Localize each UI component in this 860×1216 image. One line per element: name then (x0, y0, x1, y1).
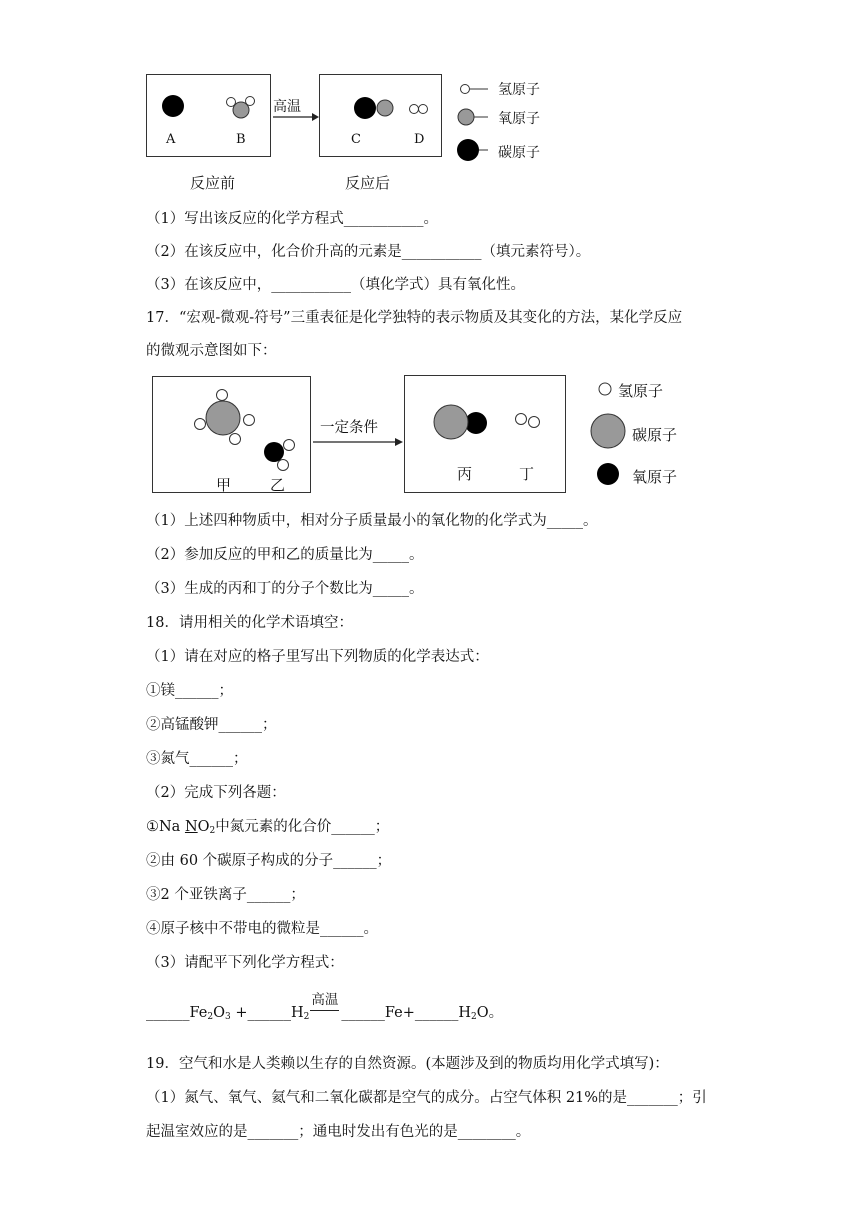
carbon-atom-bing (434, 405, 468, 439)
q18-equation (146, 992, 504, 1027)
carbon-atom-a (162, 95, 184, 117)
reaction-arrow-2 (312, 437, 404, 447)
h2o-o: O。 (476, 1005, 504, 1021)
hydrogen-atom-b2 (246, 97, 255, 106)
hydrogen-atom-jia1 (217, 390, 228, 401)
fe2o3-sub2: 3 (224, 1012, 231, 1022)
h2o-sub: 2 (471, 1012, 477, 1022)
nano2-question: 中氮元素的化合价______； (215, 819, 390, 835)
hydrogen-atom-jia4 (230, 434, 241, 445)
label-yi: 乙 (270, 476, 286, 494)
oxygen-atom-c (377, 100, 393, 116)
q18-part3-prompt: （3）请配平下列化学方程式： (146, 955, 344, 971)
hydrogen-legend-icon-2 (599, 383, 611, 395)
carbon-legend-icon (457, 139, 479, 161)
h2-h: H (290, 1005, 304, 1021)
fe2o3-o: O (213, 1005, 225, 1021)
oxygen-legend-icon (458, 109, 474, 125)
arrow-label-condition: 一定条件 (320, 420, 378, 436)
product-molecules-2 (404, 375, 566, 493)
label-jia: 甲 (216, 476, 232, 494)
carbon-atom-c (354, 97, 376, 119)
carbon-atom-jia (206, 401, 240, 435)
q18-nitrogen: ③氮气______； (146, 751, 248, 767)
q19-title: 19．空气和水是人类赖以生存的自然资源。(本题涉及到的物质均用化学式填写)： (146, 1056, 669, 1072)
formula-na: ①Na (146, 819, 181, 835)
q18-c60: ②由 60 个碳原子构成的分子______； (146, 853, 392, 869)
formula-o: O (197, 819, 210, 835)
hydrogen-atom-yi2 (278, 460, 289, 471)
formula-n-underlined: N (184, 819, 198, 835)
reaction-arrow (272, 112, 320, 122)
legend-hydrogen-label: 氢原子 (498, 82, 540, 98)
q18-part1-prompt: （1）请在对应的格子里写出下列物质的化学表达式： (146, 649, 489, 665)
q16-part1: （1）写出该反应的化学方程式___________。 (146, 211, 438, 227)
hydrogen-atom-jia3 (244, 415, 255, 426)
hydrogen-atom-ding1 (516, 414, 527, 425)
arrow-label-high-temp: 高温 (273, 99, 301, 115)
q19-part1-line1: （1）氮气、氧气、氦气和二氧化碳都是空气的成分。占空气体积 21%的是_______；引 (146, 1090, 707, 1106)
hydrogen-atom-d2 (419, 105, 428, 114)
legend-oxygen-label: 氧原子 (498, 111, 540, 127)
reactant-molecules-2 (152, 376, 311, 493)
fe2o3-fe: Fe (189, 1005, 208, 1021)
q18-title: 18．请用相关的化学术语填空： (146, 615, 353, 631)
blank-3: ______ (341, 1005, 385, 1021)
q16-part3: （3）在该反应中，___________（填化学式）具有氧化性。 (146, 277, 525, 293)
q17-intro-line1: 17．“宏观-微观-符号”三重表征是化学独特的表示物质及其变化的方法，某化学反应 (146, 310, 683, 326)
blank-1: ______ (146, 1005, 190, 1021)
blank-2: ______ (247, 1005, 291, 1021)
q17-part3: （3）生成的丙和丁的分子个数比为_____。 (146, 581, 424, 597)
legend-carbon-label-2: 碳原子 (632, 426, 678, 444)
equation-condition (309, 992, 341, 1023)
q18-potassium-permanganate: ②高锰酸钾______； (146, 717, 277, 733)
hydrogen-atom-b1 (227, 98, 236, 107)
hydrogen-atom-d1 (410, 105, 419, 114)
condition-line (310, 1010, 339, 1011)
q16-part2: （2）在该反应中，化合价升高的元素是___________（填元素符号）。 (146, 244, 591, 260)
fe-product: Fe+ (384, 1005, 415, 1021)
label-bing: 丙 (457, 465, 473, 483)
condition-high-temp: 高温 (311, 992, 339, 1008)
label-c: C (351, 132, 361, 147)
caption-after: 反应后 (345, 174, 391, 192)
label-d: D (414, 132, 425, 147)
q18-neutral-particle: ④原子核中不带电的微粒是______。 (146, 921, 378, 937)
carbon-legend-icon-2 (591, 414, 625, 448)
label-ding: 丁 (519, 465, 535, 483)
oxygen-atom-yi (264, 442, 284, 462)
legend-symbols-1 (458, 78, 498, 168)
hydrogen-legend-icon (461, 85, 470, 94)
plus-sign-1: + (230, 1005, 248, 1021)
fe2o3-sub1: 2 (207, 1012, 214, 1022)
label-a: A (166, 132, 176, 147)
q17-part2: （2）参加反应的甲和乙的质量比为_____。 (146, 547, 424, 563)
q18-magnesium: ①镁______； (146, 683, 233, 699)
label-b: B (236, 132, 246, 147)
hydrogen-atom-jia2 (195, 419, 206, 430)
h2o-h: H (458, 1005, 472, 1021)
formula-o-subscript: 2 (209, 826, 216, 836)
q19-part1-line2: 起温室效应的是_______；通电时发出有色光的是________。 (146, 1124, 531, 1140)
q17-intro-line2: 的微观示意图如下： (146, 343, 277, 359)
legend-oxygen-label-2: 氧原子 (632, 468, 678, 486)
reactant-molecules (146, 74, 271, 157)
q17-part1: （1）上述四种物质中，相对分子质量最小的氧化物的化学式为_____。 (146, 513, 598, 529)
blank-4: ______ (414, 1005, 459, 1021)
hydrogen-atom-yi1 (284, 440, 295, 451)
h2-sub: 2 (303, 1012, 310, 1022)
oxygen-legend-icon-2 (597, 463, 619, 485)
q18-nano2-valence (146, 817, 389, 841)
q18-part2-prompt: （2）完成下列各题： (146, 785, 286, 801)
hydrogen-atom-ding2 (529, 417, 540, 428)
caption-before: 反应前 (190, 174, 236, 192)
q18-ferrous-ions: ③2 个亚铁离子______； (146, 887, 305, 903)
legend-carbon-label: 碳原子 (498, 145, 540, 161)
legend-hydrogen-label-2: 氢原子 (618, 382, 664, 400)
